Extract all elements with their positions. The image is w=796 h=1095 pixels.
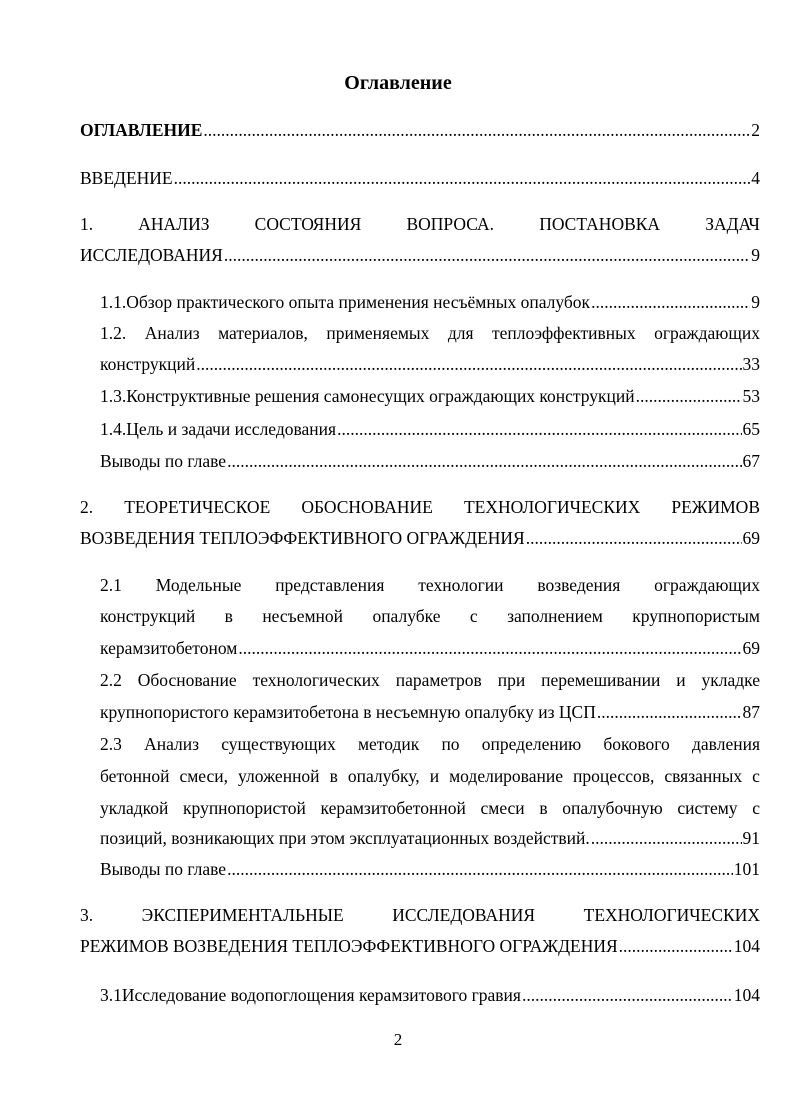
toc-entry-2-1-line1[interactable] [100,573,760,597]
word: для [447,323,474,343]
toc-entry-2-3-line3[interactable] [100,796,760,820]
word: с [752,798,760,818]
toc-entry-ch2-conclusions[interactable] [100,857,760,881]
toc-page: 33 [742,354,760,374]
toc-entry-ch1-conclusions[interactable] [100,449,760,473]
word: ограждающих [654,575,760,595]
word: по [441,734,460,754]
toc-entry-2-2-line2[interactable] [100,700,760,724]
section-number: 1. [80,214,94,234]
word: ИССЛЕДОВАНИЯ [392,905,536,925]
word: опалубку, [347,766,420,786]
section-number: 1.2. [100,323,127,343]
word: в [539,798,548,818]
toc-entry-contents[interactable] [80,118,760,142]
word: определению [481,734,582,754]
word: смеси [480,798,525,818]
word: Обоснование [137,670,237,690]
toc-page: 87 [742,702,760,722]
toc-label: Конструктивные решения самонесущих ограждающих конструкций [126,386,635,406]
toc-label: Обзор практического опыта применения несъёмных опалубок [126,292,591,312]
toc-label: керамзитобетоном [100,638,238,658]
toc-page: 53 [742,386,760,406]
toc-entry-2-1-line2[interactable] [100,604,760,628]
word: несъемной [262,606,344,626]
toc-entry-2-3-line4[interactable] [100,826,760,850]
toc-label: ВВЕДЕНИЕ [80,168,173,188]
toc-entry-1-3[interactable] [100,384,760,408]
word: опалубочную [562,798,663,818]
word: технологических [252,670,380,690]
word: уложенной [238,766,320,786]
toc-leader [597,700,742,724]
toc-entry-1-4[interactable] [100,417,760,441]
toc-entry-3-1[interactable] [100,983,760,1007]
section-number: 2.2 [100,670,122,690]
toc-page: 101 [733,859,760,879]
toc-leader [224,243,750,267]
toc-leader [337,417,741,441]
word: керамзитобетонной [320,798,466,818]
word: в [329,766,338,786]
toc-leader [227,449,741,473]
word: ПОСТАНОВКА [539,214,661,234]
toc-page: 91 [742,828,760,848]
toc-page: 69 [742,528,760,548]
word: СОСТОЯНИЯ [254,214,362,234]
toc-entry-2-3-line2[interactable] [100,764,760,788]
word: ТЕХНОЛОГИЧЕСКИХ [583,905,760,925]
toc-label: конструкций [100,354,196,374]
toc-entry-ch3-line1[interactable] [80,903,760,927]
toc-label: Исследование водопоглощения керамзитового гравия [121,985,521,1005]
word: бетонной [100,766,170,786]
section-number: 3.1 [100,985,122,1005]
word: теплоэффективных [492,323,636,343]
toc-entry-2-3-line1[interactable] [100,732,760,756]
toc-entry-2-1-line3[interactable] [100,636,760,660]
word: ВОПРОСА. [406,214,495,234]
toc-entry-ch1-line1[interactable] [80,212,760,236]
word: в [224,606,233,626]
section-number: 2.3 [100,734,122,754]
toc-entry-1-1[interactable] [100,290,760,314]
toc-entry-ch2-line1[interactable] [80,495,760,519]
toc-page: 9 [751,292,760,312]
toc-label: крупнопористого керамзитобетона в несъемную опалубку из ЦСП [100,702,596,722]
section-number: 1.4. [100,419,127,439]
word: параметров [395,670,482,690]
toc-leader [238,636,741,660]
word: ТЕХНОЛОГИЧЕСКИХ [463,497,641,517]
toc-leader [591,290,750,314]
word: с [469,606,478,626]
word: опалубке [372,606,441,626]
word: ЭКСПЕРИМЕНТАЛЬНЫЕ [141,905,344,925]
word: представления [275,575,385,595]
word: заполнением [507,606,603,626]
toc-entry-ch2-line2[interactable] [80,526,760,550]
toc-entry-1-2-line1[interactable] [100,321,760,345]
word: Анализ [144,323,200,343]
toc-label: ВОЗВЕДЕНИЯ ТЕПЛОЭФФЕКТИВНОГО ОГРАЖДЕНИЯ [80,528,525,548]
toc-page: 69 [742,638,760,658]
toc-leader [526,526,742,550]
word: с [752,766,760,786]
toc-leader [174,166,751,190]
toc-entry-2-2-line1[interactable] [100,668,760,692]
word: возведения [537,575,621,595]
section-number: 1.3. [100,386,127,406]
toc-label: ИССЛЕДОВАНИЯ [80,245,223,265]
word: методик [357,734,420,754]
word: систему [677,798,738,818]
word: применяемых [326,323,430,343]
word: укладке [701,670,760,690]
toc-label: Выводы по главе [100,451,227,471]
toc-entry-ch3-line2[interactable] [80,934,760,958]
word: ЗАДАЧ [705,214,760,234]
word: перемешивании [541,670,661,690]
word: и [676,670,686,690]
word: Анализ [144,734,200,754]
word: ОБОСНОВАНИЕ [301,497,433,517]
toc-leader [227,857,733,881]
section-number: 2. [80,497,94,517]
toc-entry-ch1-line2[interactable] [80,243,760,267]
word: АНАЛИЗ [138,214,210,234]
page-title: Оглавление [344,72,452,94]
word: и [429,766,440,786]
word: крупнопористым [632,606,760,626]
word: смеси, [179,766,229,786]
toc-label: Цель и задачи исследования [126,419,337,439]
word: конструкций [100,606,196,626]
word: материалов, [218,323,308,343]
word: давления [692,734,760,754]
toc-page: 2 [751,120,760,140]
word: существующих [221,734,336,754]
toc-label: Выводы по главе [100,859,227,879]
toc-leader [636,384,742,408]
toc-entry-1-2-line2[interactable] [100,352,760,376]
toc-page: 67 [742,451,760,471]
toc-label: позиций, возникающих при этом эксплуатационных воздействий. [100,828,590,848]
section-number: 1.1. [100,292,127,312]
section-number: 3. [80,905,94,925]
word: процессов, [573,766,655,786]
toc-entry-intro[interactable] [80,166,760,190]
toc-leader [591,826,742,850]
toc-page: 104 [733,985,760,1005]
toc-leader [522,983,733,1007]
word: РЕЖИМОВ [671,497,760,517]
toc-leader [619,934,733,958]
word: Модельные [155,575,242,595]
word: укладкой [100,798,169,818]
word: крупнопористой [183,798,306,818]
toc-leader [196,352,741,376]
toc-page: 9 [751,245,760,265]
word: моделирование [449,766,563,786]
toc-label: ОГЛАВЛЕНИЕ [80,120,203,140]
word: ограждающих [654,323,760,343]
word: при [497,670,526,690]
word: связанных [664,766,743,786]
page-number: 2 [393,1030,403,1049]
toc-page: 104 [733,936,760,956]
toc-page: 4 [751,168,760,188]
toc-leader [203,118,750,142]
section-number: 2.1 [100,575,122,595]
toc-page: 65 [742,419,760,439]
word: технологии [418,575,504,595]
word: бокового [603,734,670,754]
toc-label: РЕЖИМОВ ВОЗВЕДЕНИЯ ТЕПЛОЭФФЕКТИВНОГО ОГРАЖДЕНИЯ [80,936,618,956]
word: ТЕОРЕТИЧЕСКОЕ [124,497,271,517]
